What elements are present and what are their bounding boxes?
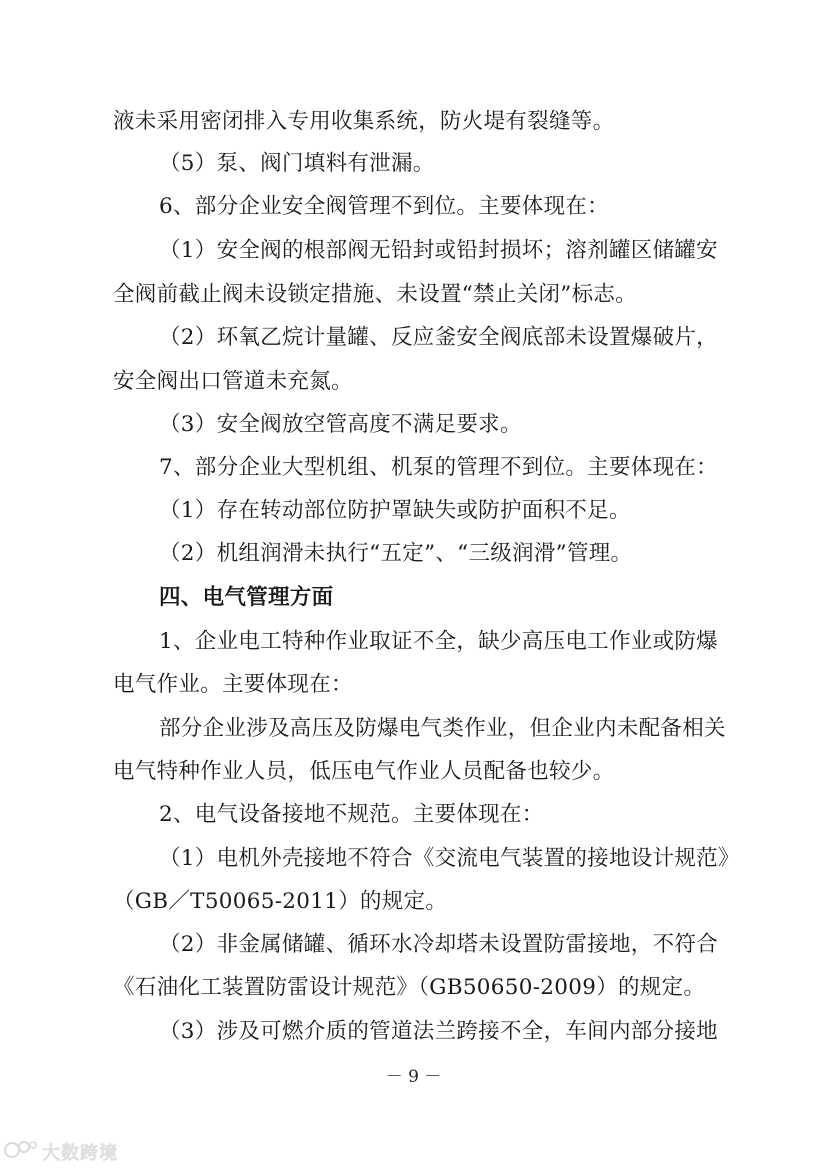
- body-line: （GB／T50065-2011）的规定。: [113, 889, 448, 914]
- body-line: 7、部分企业大型机组、机泵的管理不到位。主要体现在：: [159, 455, 718, 480]
- watermark: [4, 1138, 118, 1166]
- body-line: 电气作业。主要体现在：: [113, 672, 353, 697]
- body-line: （2）机组润滑未执行“五定”、“三级润滑”管理。: [159, 541, 633, 566]
- body-line: （1）电机外壳接地不符合《交流电气装置的接地设计规范》: [159, 846, 740, 871]
- body-line: （1）安全阀的根部阀无铅封或铅封损坏；溶剂罐区储罐安: [159, 238, 718, 263]
- body-line: （3）安全阀放空管高度不满足要求。: [159, 412, 522, 437]
- body-line: 2、电气设备接地不规范。主要体现在：: [159, 802, 544, 827]
- body-line: （5）泵、阀门填料有泄漏。: [159, 151, 435, 176]
- body-line: （1）存在转动部位防护罩缺失或防护面积不足。: [159, 498, 631, 523]
- section-heading: 四、电气管理方面: [159, 585, 334, 610]
- body-line: （3）涉及可燃介质的管道法兰跨接不全，车间内部分接地: [159, 1019, 718, 1044]
- body-line: 1、企业电工特种作业取证不全，缺少高压电工作业或防爆: [159, 629, 718, 654]
- body-line: 全阀前截止阀未设锁定措施、未设置“禁止关闭”标志。: [113, 282, 637, 307]
- body-line: （2）非金属储罐、循环水冷却塔未设置防雷接地，不符合: [159, 932, 718, 957]
- body-line: 电气特种作业人员，低压电气作业人员配备也较少。: [113, 759, 615, 784]
- body-line: 安全阀出口管道未充氮。: [113, 369, 353, 394]
- body-line: 6、部分企业安全阀管理不到位。主要体现在：: [159, 194, 609, 219]
- page-number: － 9 －: [385, 1067, 442, 1087]
- watermark-text: 大数跨境: [42, 1143, 118, 1164]
- watermark-logo-icon: [4, 1139, 38, 1165]
- body-line: 液未采用密闭排入专用收集系统，防火堤有裂缝等。: [113, 109, 615, 134]
- body-line: （2）环氧乙烷计量罐、反应釜安全阀底部未设置爆破片，: [159, 325, 718, 350]
- body-line: 《石油化工装置防雷设计规范》（GB50650-2009）的规定。: [113, 975, 706, 1000]
- body-line: 部分企业涉及高压及防爆电气类作业，但企业内未配备相关: [159, 716, 726, 741]
